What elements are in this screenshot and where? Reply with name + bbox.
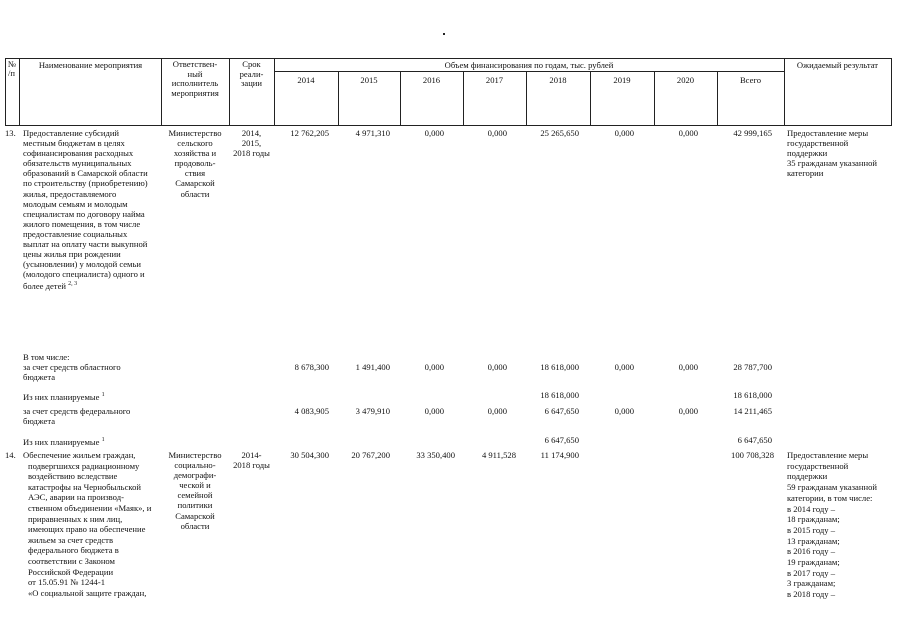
sub-planned-1-value: 18 618,000 [733,390,772,400]
row-14-name-line: воздействию вследствие [28,471,118,482]
row-13-resp-line: хозяйства и [173,148,217,159]
sub-regional-label-line: бюджета [23,372,56,382]
row-14-resp-line: ческой и [179,480,211,491]
sub-federal-value: 0,000 [487,406,507,416]
row-14-result-line: поддержки [787,471,828,482]
sub-federal-value: 4 083,905 [294,406,329,416]
row-13-resp-line: сельского [177,138,213,149]
sub-federal-value: 0,000 [678,406,698,416]
row-14-result-line: 13 гражданам; [787,535,840,546]
row-13-name-line: предоставление социальных [23,228,128,239]
row-13-name-line: Предоставление субсидий [23,128,120,138]
row-13-name-line: цены жилья при рождении [23,249,121,260]
row-13-value: 0,000 [424,128,444,138]
row-13-name-line: местным бюджетам в целях [23,138,125,149]
sub-federal-label-line: бюджета [23,416,56,426]
row-14-result-line: в 2017 году – [787,567,836,578]
row-13-result-line: 35 гражданам указанной [787,158,877,169]
table-top-border [5,58,891,59]
row-14-term [229,450,274,470]
header-responsible [161,60,229,98]
footnote-ref: 1 [101,437,105,443]
sub-planned-2-text: Из них планируемые [23,436,100,447]
row-14-resp-line: семейной [177,490,213,501]
header-num-line: /п [8,68,15,78]
header-year: 2014 [297,75,315,85]
row-14-name-line: от 15.05.91 № 1244-1 [28,577,106,588]
row-13-resp-line: области [180,188,210,199]
row-14-result-line: Предоставление меры [787,450,869,460]
row-14-resp-line: Самарской [175,510,215,521]
sub-regional-value: 1 491,400 [355,362,390,372]
row-14-resp-line: социально- [174,460,216,471]
row-14-result-line: в 2016 году – [787,546,836,557]
row-14-name-line: ственном объединении «Маяк», и [28,502,152,513]
row-14-name-line: катастрофы на Чернобыльской [28,481,142,492]
row-13-resp-line: Самарской [175,178,215,189]
sub-regional-value: 28 787,700 [733,362,772,372]
row-13-name-last: более детей [23,281,66,292]
row-13-term-line: 2015, [241,138,262,149]
row-14-resp-line: Министерство [168,450,222,460]
row-14-result [787,450,877,600]
row-14-name-line: Обеспечение жильем граждан, [23,450,136,460]
sub-regional-value: 0,000 [678,362,698,372]
header-year: 2016 [422,75,441,85]
row-14-name-line: «О социальной защите граждан, [28,587,147,598]
row-14-result-line: в 2014 году – [787,503,836,514]
header-year: 2020 [676,75,695,85]
sub-federal-value: 6 647,650 [544,406,579,416]
row-14-resp-line: политики [177,500,213,511]
row-14-value: 11 174,900 [540,450,579,460]
sub-federal-value: 3 479,910 [355,406,390,416]
row-14-term-line: 2014- [241,450,262,460]
header-bottom-border [5,125,891,126]
row-14-name-line: приравненных к ним лиц, [28,513,123,524]
row-13-name-line: (усыновлении) у молодой семьи [23,259,142,270]
row-14-name-line: федерального бюджета в [28,545,119,556]
row-14-value: 20 767,200 [351,450,390,460]
row-13-value: 42 999,165 [733,128,772,138]
header-resp-line: ный [187,68,203,79]
row-14-name-line: соответствии с Законом [28,555,115,566]
row-14-name-line: АЭС, аварии на производ- [28,492,124,503]
row-13-name-line: по строительству (приобретению) [23,178,148,189]
row-14-name-line: Российской Федерации [28,566,114,577]
sub-planned-2-value: 6 647,650 [737,435,772,445]
row-13-result-line: государственной [787,138,849,149]
header-funding-title: Объем финансирования по годам, тыс. рублей [444,60,614,70]
sub-regional-label-line: за счет средств областного [23,362,121,372]
row-13-term-line: 2018 годы [233,148,270,159]
row-14-value: 4 911,528 [481,450,516,460]
header-term [229,60,274,89]
row-13-responsible [161,128,229,199]
header-year: 2017 [485,75,504,85]
row-14-name [23,450,151,598]
sub-federal-value: 0,000 [424,406,444,416]
row-13-resp-line: продоволь- [174,158,216,169]
header-year: 2019 [613,75,631,85]
header-resp-line: мероприятия [171,87,219,98]
sub-federal-label-line: за счет средств федерального [23,406,131,416]
row-13-resp-line: ствия [184,168,206,179]
sub-regional-value: 0,000 [424,362,444,372]
header-result: Ожидаемый результат [796,60,879,70]
header-term-line: зации [240,78,262,88]
sub-federal-label [23,406,130,426]
sub-regional-value: 0,000 [614,362,634,372]
row-14-name-line: имеющих право на обеспечение [28,524,146,535]
header-name: Наименование мероприятия [38,60,143,70]
row-14-resp-line: области [180,520,210,531]
row-13-name-line: образований в Самарской области [23,168,148,179]
row-13-value: 4 971,310 [355,128,390,138]
header-year: 2015 [360,75,378,85]
row-13-name-line: специалистам по договору найма [23,208,145,219]
row-13-value: 12 762,205 [290,128,329,138]
sub-regional-value: 0,000 [487,362,507,372]
col-border [5,58,6,126]
row-13-value: 0,000 [487,128,507,138]
row-13-name-line: обязательств муниципальных [23,158,132,169]
row-13-name-line: (молодого специалиста) одного и [23,269,145,280]
row-13-result [787,128,877,178]
sub-intro: В том числе: [23,352,70,362]
row-14-result-line: 3 гражданам; [787,578,836,589]
row-14-num: 14. [5,450,16,460]
header-num [8,60,16,78]
row-13-result-line: Предоставление меры [787,128,869,138]
row-14-result-line: 59 гражданам указанной [787,482,877,493]
row-13-term [229,128,274,158]
row-14-result-line: 18 гражданам; [787,514,840,525]
header-term-line: реали- [239,68,264,79]
sub-planned-1-text: Из них планируемые [23,391,100,402]
header-resp-line: Ответствен- [172,59,218,69]
row-13-name-line: жилого помещения, в том числе [23,218,141,229]
sub-planned-2-label [23,435,105,447]
sub-planned-1-label [23,390,105,402]
row-13-value: 0,000 [678,128,698,138]
row-13-name-line: молодым семьям и молодым [23,198,128,209]
row-14-result-line: в 2018 году – [787,589,836,600]
sub-planned-2-value: 6 647,650 [544,435,579,445]
header-year: Всего [739,75,762,85]
row-13-result-line: поддержки [787,148,828,159]
sub-regional-value: 18 618,000 [540,362,579,372]
sub-federal-value: 14 211,465 [733,406,772,416]
row-14-name-line: жильем за счет средств [28,534,113,545]
row-13-name-line: софинансирования расходных [23,148,134,159]
row-13-name-line: жилья, предоставляемого [23,188,117,199]
row-14-responsible [161,450,229,531]
years-header-line [274,71,784,72]
row-14-resp-line: демографи- [173,470,217,481]
header-num-line: № [8,59,17,69]
sub-regional-label [23,362,121,382]
row-14-value: 33 350,400 [416,450,455,460]
col-border [891,58,892,126]
row-14-value: 100 708,328 [731,450,774,460]
row-14-name-line: подвергшихся радиационному [28,460,140,471]
row-14-result-line: в 2015 году – [787,524,836,535]
row-13-resp-line: Министерство [168,128,222,138]
row-14-result-line: 19 гражданам; [787,557,840,568]
row-14-result-line: категории, в том числе: [787,492,873,503]
row-13-name-line [23,279,148,291]
page-mark [443,33,445,35]
footnote-ref: 1 [101,392,105,398]
row-13-name-line: выплат на оплату части выкупной [23,239,148,250]
row-13-result-line: категории [787,168,824,179]
sub-regional-value: 8 678,300 [294,362,329,372]
row-13-name [23,128,148,291]
row-13-num: 13. [5,128,16,138]
row-14-value: 30 504,300 [290,450,329,460]
header-year: 2018 [549,75,567,85]
sub-planned-1-value: 18 618,000 [540,390,579,400]
footnote-ref: 2, 3 [68,281,78,288]
row-13-term-line: 2014, [241,128,262,138]
header-resp-line: исполнитель [171,78,219,88]
row-13-value: 0,000 [614,128,634,138]
row-14-term-line: 2018 годы [233,460,270,471]
row-14-result-line: государственной [787,460,849,471]
row-13-value: 25 265,650 [540,128,579,138]
sub-federal-value: 0,000 [614,406,634,416]
header-term-line: Срок [242,59,261,69]
